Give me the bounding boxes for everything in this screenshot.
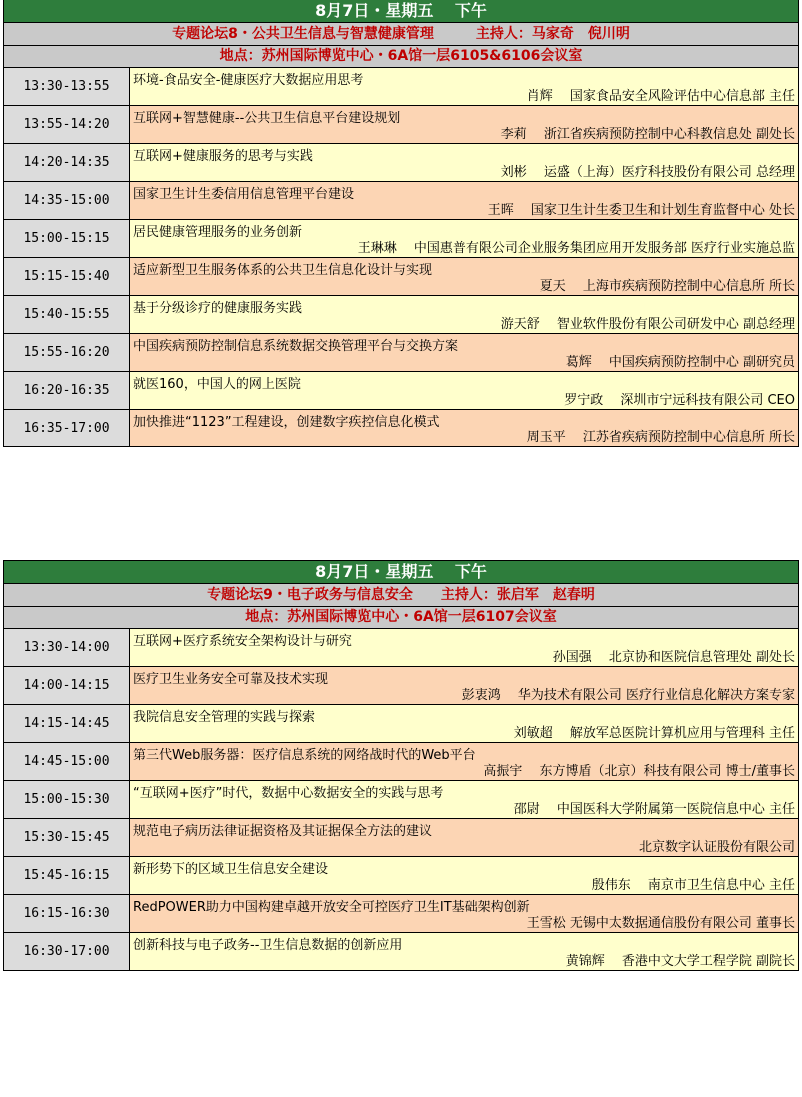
session-detail [130, 296, 798, 333]
session-row [4, 933, 798, 971]
session-detail [130, 667, 798, 704]
session-row [4, 819, 798, 857]
session-speaker: 邵尉 中国医科大学附属第一医院信息中心 主任 [513, 802, 795, 817]
forum-8-schedule [3, 0, 799, 447]
session-speaker: 李莉 浙江省疾病预防控制中心科教信息处 副处长 [500, 127, 795, 142]
session-time: 14:20-14:35 [4, 144, 130, 181]
session-title: 规范电子病历法律证据资格及其证据保全方法的建议 [133, 824, 433, 839]
session-detail [130, 933, 798, 970]
forum-title: 专题论坛8・公共卫生信息与智慧健康管理 主持人：马家奇 倪川明 [4, 23, 798, 46]
session-time: 15:30-15:45 [4, 819, 130, 856]
session-time: 14:00-14:15 [4, 667, 130, 704]
day-header: 8月7日・星期五 下午 [4, 0, 798, 23]
session-title: 医疗卫生业务安全可靠及技术实现 [133, 672, 329, 687]
session-time: 16:20-16:35 [4, 372, 130, 409]
session-speaker: 王雪松 无锡中太数据通信股份有限公司 董事长 [526, 916, 795, 931]
session-title: 环境-食品安全-健康医疗大数据应用思考 [133, 73, 364, 88]
session-title: “互联网+医疗”时代，数据中心数据安全的实践与思考 [133, 786, 444, 801]
session-row [4, 258, 798, 296]
session-speaker: 北京数字认证股份有限公司 [638, 840, 795, 855]
session-row [4, 705, 798, 743]
session-row [4, 410, 798, 447]
session-speaker: 罗宁政 深圳市宁远科技有限公司 CEO [564, 393, 795, 408]
session-time: 15:15-15:40 [4, 258, 130, 295]
session-title: 就医160，中国人的网上医院 [133, 377, 301, 392]
session-speaker: 夏天 上海市疾病预防控制中心信息所 所长 [539, 279, 795, 294]
session-row [4, 334, 798, 372]
session-speaker: 彭衷鸿 华为技术有限公司 医疗行业信息化解决方案专家 [461, 688, 795, 703]
session-detail [130, 106, 798, 143]
session-title: 加快推进“1123”工程建设，创建数字疾控信息化模式 [133, 415, 440, 430]
forum-title: 专题论坛9・电子政务与信息安全 主持人：张启军 赵春明 [4, 584, 798, 607]
session-time: 15:00-15:30 [4, 781, 130, 818]
session-speaker: 王晖 国家卫生计生委卫生和计划生育监督中心 处长 [487, 203, 795, 218]
session-time: 13:55-14:20 [4, 106, 130, 143]
session-time: 16:15-16:30 [4, 895, 130, 932]
session-title: RedPOWER助力中国构建卓越开放安全可控医疗卫生IT基础架构创新 [133, 900, 530, 915]
forum-9-schedule [3, 560, 799, 971]
session-list [4, 68, 798, 447]
session-row [4, 106, 798, 144]
day-header: 8月7日・星期五 下午 [4, 561, 798, 584]
session-title: 互联网+健康服务的思考与实践 [133, 149, 313, 164]
session-title: 新形势下的区域卫生信息安全建设 [133, 862, 329, 877]
session-row [4, 144, 798, 182]
session-detail [130, 182, 798, 219]
session-row [4, 781, 798, 819]
session-row [4, 629, 798, 667]
session-detail [130, 895, 798, 932]
session-detail [130, 705, 798, 742]
session-title: 基于分级诊疗的健康服务实践 [133, 301, 303, 316]
session-detail [130, 144, 798, 181]
session-row [4, 220, 798, 258]
session-speaker: 殷伟东 南京市卫生信息中心 主任 [591, 878, 795, 893]
session-detail [130, 372, 798, 409]
session-detail [130, 334, 798, 371]
session-speaker: 高振宇 东方博盾（北京）科技有限公司 博士/董事长 [483, 764, 795, 779]
location: 地点：苏州国际博览中心・6A馆一层6107会议室 [4, 607, 798, 629]
session-title: 创新科技与电子政务--卫生信息数据的创新应用 [133, 938, 403, 953]
session-row [4, 895, 798, 933]
session-time: 15:45-16:15 [4, 857, 130, 894]
session-detail [130, 629, 798, 666]
session-speaker: 王琳琳 中国惠普有限公司企业服务集团应用开发服务部 医疗行业实施总监 [357, 241, 795, 256]
session-time: 14:45-15:00 [4, 743, 130, 780]
session-detail [130, 857, 798, 894]
session-detail [130, 743, 798, 780]
session-speaker: 游天舒 智业软件股份有限公司研发中心 副总经理 [500, 317, 795, 332]
session-time: 14:35-15:00 [4, 182, 130, 219]
session-detail [130, 819, 798, 856]
session-row [4, 182, 798, 220]
session-title: 第三代Web服务器：医疗信息系统的网络战时代的Web平台 [133, 748, 476, 763]
session-row [4, 667, 798, 705]
session-speaker: 孙国强 北京协和医院信息管理处 副处长 [552, 650, 795, 665]
session-row [4, 743, 798, 781]
session-row [4, 857, 798, 895]
session-row [4, 296, 798, 334]
session-title: 中国疾病预防控制信息系统数据交换管理平台与交换方案 [133, 339, 459, 354]
session-detail [130, 781, 798, 818]
session-speaker: 黄锦辉 香港中文大学工程学院 副院长 [565, 954, 795, 969]
session-detail [130, 220, 798, 257]
session-title: 我院信息安全管理的实践与探索 [133, 710, 316, 725]
session-title: 互联网+医疗系统安全架构设计与研究 [133, 634, 352, 649]
session-detail [130, 410, 798, 446]
session-title: 国家卫生计生委信用信息管理平台建设 [133, 187, 355, 202]
location: 地点：苏州国际博览中心・6A馆一层6105&6106会议室 [4, 46, 798, 68]
session-time: 14:15-14:45 [4, 705, 130, 742]
session-speaker: 葛辉 中国疾病预防控制中心 副研究员 [565, 355, 795, 370]
session-time: 13:30-14:00 [4, 629, 130, 666]
session-title: 互联网+智慧健康--公共卫生信息平台建设规划 [133, 111, 401, 126]
session-speaker: 刘敏超 解放军总医院计算机应用与管理科 主任 [513, 726, 795, 741]
session-time: 15:55-16:20 [4, 334, 130, 371]
session-time: 15:00-15:15 [4, 220, 130, 257]
session-row [4, 68, 798, 106]
session-time: 15:40-15:55 [4, 296, 130, 333]
session-time: 16:30-17:00 [4, 933, 130, 970]
session-detail [130, 68, 798, 105]
session-time: 13:30-13:55 [4, 68, 130, 105]
session-speaker: 肖辉 国家食品安全风险评估中心信息部 主任 [526, 89, 795, 104]
session-speaker: 周玉平 江苏省疾病预防控制中心信息所 所长 [526, 430, 795, 445]
session-title: 适应新型卫生服务体系的公共卫生信息化设计与实现 [133, 263, 433, 278]
session-list [4, 629, 798, 971]
session-time: 16:35-17:00 [4, 410, 130, 446]
session-row [4, 372, 798, 410]
session-title: 居民健康管理服务的业务创新 [133, 225, 303, 240]
session-speaker: 刘彬 运盛（上海）医疗科技股份有限公司 总经理 [500, 165, 795, 180]
session-detail [130, 258, 798, 295]
